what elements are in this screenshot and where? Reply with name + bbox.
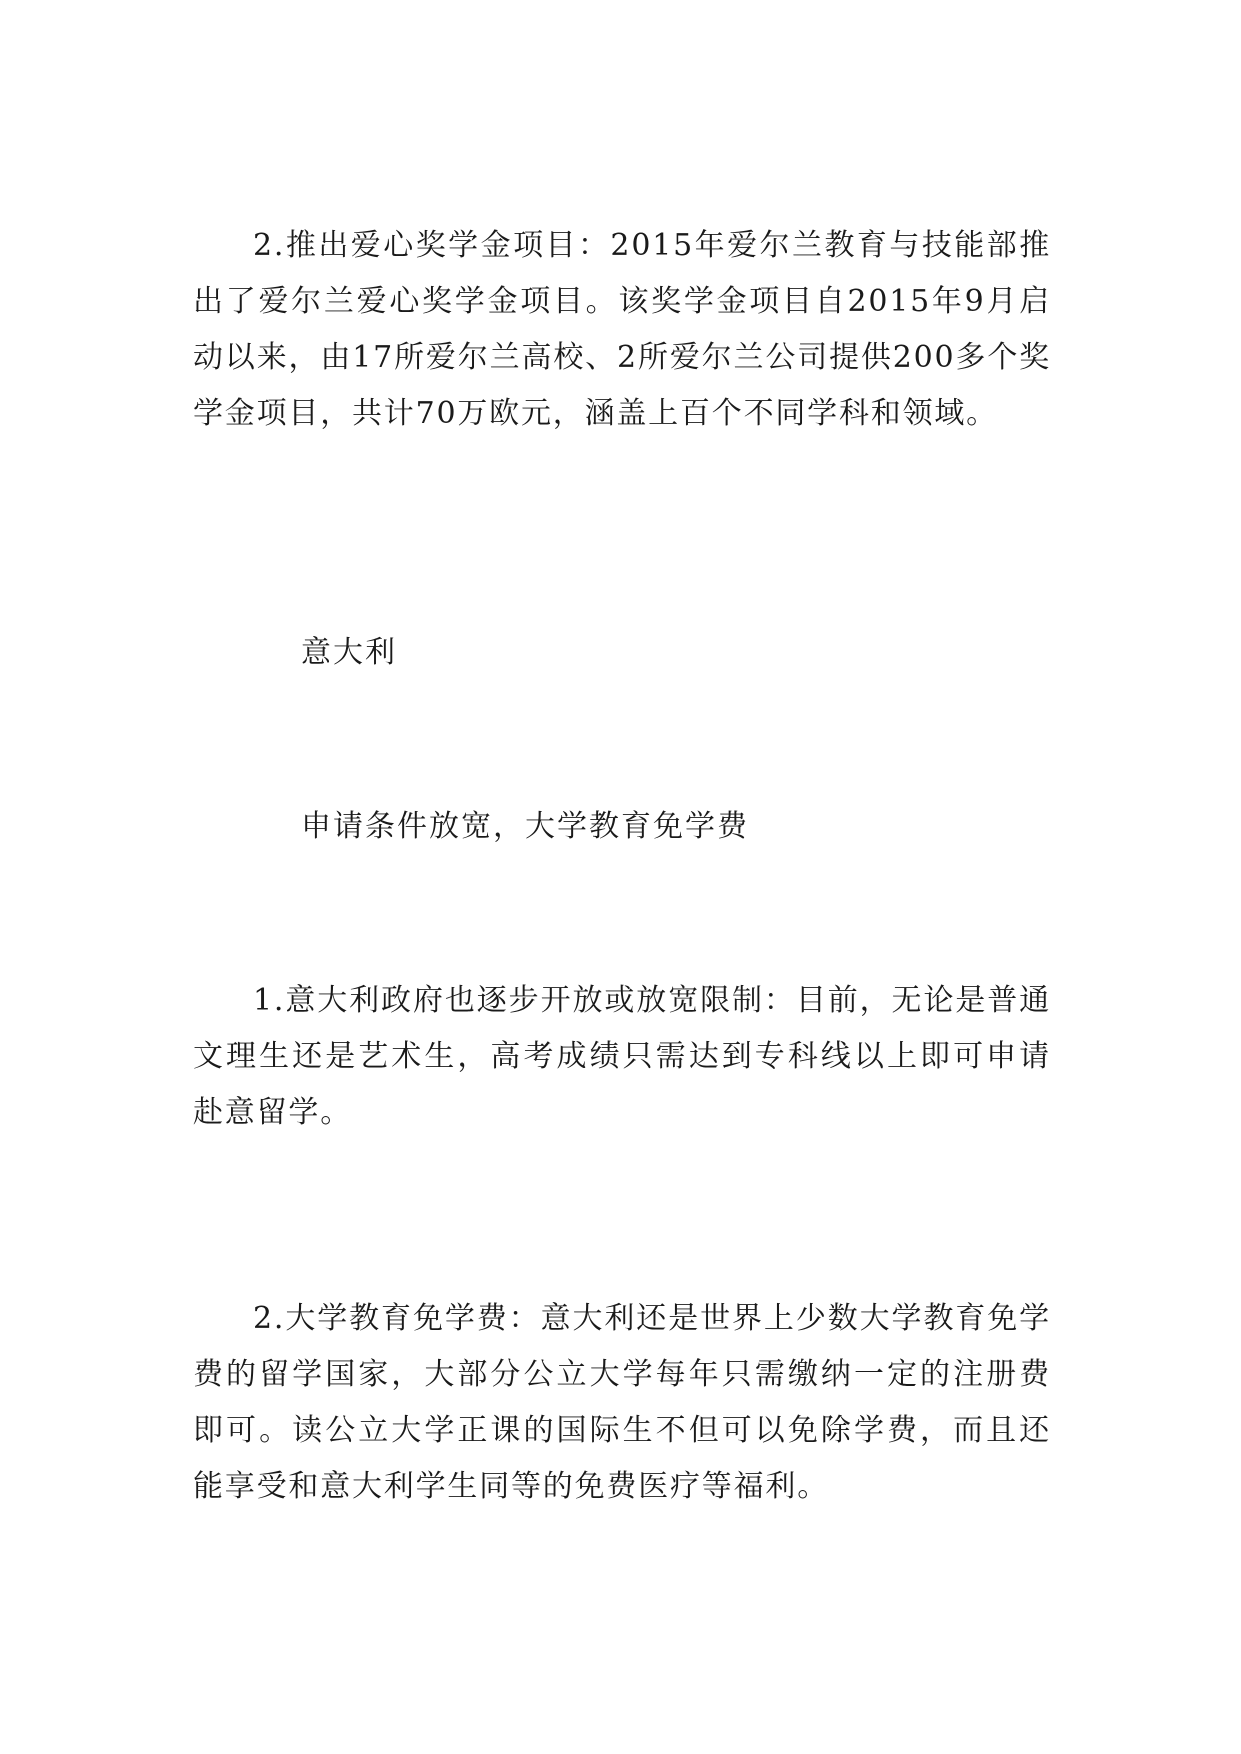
- section-subheading: 申请条件放宽，大学教育免学费: [301, 809, 749, 844]
- paragraph-italy-tuition: 2.大学教育免学费：意大利还是世界上少数大学教育免学费的留学国家，大部分公立大学每年只需缴纳一定的注册费即可。读公立大学正课的国际生不但可以免除学费，而且还能享受和意大利学生同等的免费医疗等福利。: [193, 1301, 1051, 1504]
- section-heading-italy: 意大利: [301, 635, 397, 670]
- paragraph-italy-restrictions: 1.意大利政府也逐步开放或放宽限制：目前，无论是普通文理生还是艺术生，高考成绩只需达到专科线以上即可申请赴意留学。: [193, 983, 1051, 1130]
- paragraph-ireland-scholarship: 2.推出爱心奖学金项目：2015年爱尔兰教育与技能部推出了爱尔兰爱心奖学金项目。该奖学金项目自2015年9月启动以来，由17所爱尔兰高校、2所爱尔兰公司提供200多个奖学金项目，共计70万欧元，涵盖上百个不同学科和领域。: [193, 228, 1051, 431]
